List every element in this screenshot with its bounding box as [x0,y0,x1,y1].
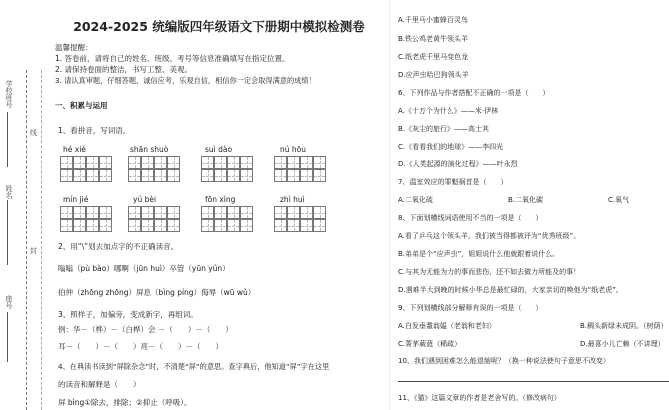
option: C.纸老虎千里马变色龙 [398,53,469,61]
option: C.与其为无能为力的事而悲伤，还不如去做力所能及的事！ [398,268,581,276]
question-8: 8、下面划横线词语使用不当的一项是（ ） [398,214,543,222]
gutter-school-label: 学校班号 [5,80,13,108]
notice-item: 1. 答卷前，请将自己的姓名、班级、考号等信息准确填写在指定位置。 [55,54,290,63]
pinyin-label: yú bèi [133,195,157,204]
pinyin-label: zhì huì [280,195,305,204]
option: B.弟弟是个“应声虫”，姐姐说什么他就跟着说什么。 [398,250,560,258]
gutter-seat-field [7,312,8,362]
question-2-line: 伯仲（zhōng zhōng）屏息（bìng píng）侮辱（wū wǔ） [58,288,256,297]
question-9: 9、下列划横线部分解释有误的一项是（ ） [398,304,543,312]
option: A.白发垂耋翁媪（老翁和老妇） [398,322,496,330]
option: D.应声虫哈巴狗领头羊 [398,71,469,79]
option: A.二氧化硫 [398,196,433,204]
option: B.二氧化碳 [508,196,544,204]
question-2-line: 嗡嗡（pù bào）哪啊（jūn huì）卒管（yūn yún） [58,264,230,273]
question-2: 2、用“\”划去加点字的不正确读音。 [58,242,179,251]
right-column [398,0,669,410]
option: D.《人类起源的演化过程》——叶永烈 [398,160,518,168]
option: A.看了乒乓这个领头羊，我们被当得都被评为“优秀班级”。 [398,232,581,240]
question-3-line: 耳－（ ）－（ ）亮－（ ）－（ ） [58,342,223,351]
section-heading: 一、积累与运用 [55,101,108,110]
notice-item: 3. 请认真审题，仔细答题，诚信应考，乐观自信，相信你一定会取得满意的成绩！ [55,76,316,85]
question-7: 7、温室效应的罪魁祸首是（ ） [398,178,508,186]
option: B.铁公鸡老黄牛领头羊 [398,35,469,43]
answer-line[interactable] [398,381,669,382]
gutter-line-mark: 线 [30,129,37,137]
pinyin-label: fōn xìng [205,195,236,204]
notice-heading: 温馨提醒： [55,43,93,52]
question-11: 11、《猫》这篇文章的作者是老舍写的。（修改病句） [398,394,561,402]
notice-item: 2. 请保持卷面的整洁，书写工整、美观。 [55,65,193,74]
option: D.最喜小儿亡赖（不讲理） [580,340,665,348]
binding-gutter [0,0,50,410]
pinyin-label: shān shuò [130,145,169,154]
question-4: 4、在典读书读到“屏除杂念”时，不清楚“屏”的意思。查字典后，他知道“屏”字在这里 [58,362,330,371]
gutter-seat-label: 座号 [5,295,13,309]
option: C.菁茅葳蕤（稀疏） [398,340,462,348]
option: D.遇难半大到晚的时候小华总是最忙碌的，大家亲切的唤他为“纸老虎”。 [398,286,623,294]
option: B.《灰尘的旅行》——高士其 [398,125,490,133]
gutter-dashed-line [26,70,27,410]
left-column [55,0,383,410]
gutter-seal-mark: 封 [30,247,37,255]
question-6: 6、下列作品与作者搭配不正确的一项是（ ） [398,89,550,97]
option: C.《看看我们的地球》——李四光 [398,143,504,151]
gutter-school-field [7,112,8,167]
pinyin-label: suì dào [205,145,233,154]
pinyin-label: nú hōu [280,145,306,154]
option: C.氧气 [608,196,630,204]
question-4-line: 的读音和解释是（ ） [58,380,141,389]
pinyin-label: mín jié [63,195,89,204]
option: B.稠头新绿未成阴。（树荫） [580,322,668,330]
gutter-dashed-line-inner [41,70,42,410]
option: A.《十万个为什么》——米·伊林 [398,107,499,115]
question-3: 3、照样子，加偏旁，变成新字，再组词。 [58,310,198,319]
pinyin-label: hé xié [63,145,86,154]
option: A.千里马小蜜蜂百灵鸟 [398,16,468,24]
question-4-line: 屏 bìng①除去，排除；②抑止（呼吸）。 [58,398,192,407]
gutter-name-label: 姓名 [5,185,13,199]
question-3-line: 例：华－（桦）－（白桦）会 －（ ）－（ ） [58,325,233,334]
question-10: 10、我们遇到困难怎么能退缩呢？（换一种说法使句子意思不改变） [398,357,610,365]
exam-title: 2024-2025 统编版四年级语文下册期中模拟检测卷 [73,19,365,34]
column-divider [389,0,390,410]
gutter-name-field [7,200,8,265]
question-1: 1、看拼音，写词语。 [58,126,131,135]
